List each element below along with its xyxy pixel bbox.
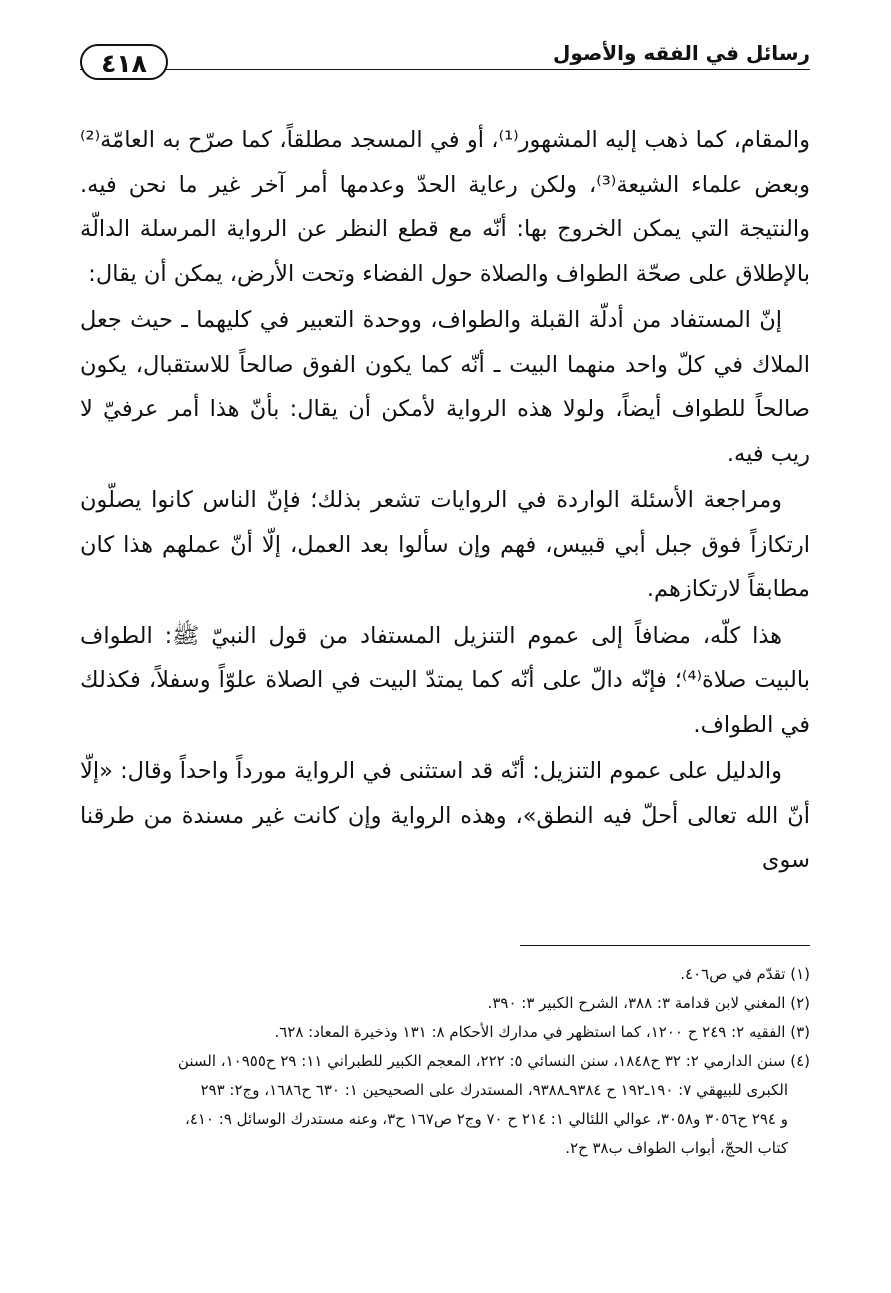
- page-number: ٤١٨: [80, 44, 168, 80]
- footnote-2: (٢) المغني لابن قدامة ٣: ٣٨٨، الشرح الكبير ٣: ٣٩٠.: [487, 994, 810, 1012]
- paragraph-3: ومراجعة الأسئلة الواردة في الروايات تشعر بذلك؛ فإنّ الناس كانوا يصلّون ارتكازاً فوق جبل أبي قبيس، فهم وإن سألوا بعد العمل، إلّا أنّ عملهم هذا كان مطابقاً لارتكازهم.: [80, 487, 810, 602]
- running-title: رسائل في الفقه والأصول: [545, 38, 810, 68]
- paragraph-4: هذا كلّه، مضافاً إلى عموم التنزيل المستفاد من قول النبيّ ﷺ: الطواف بالبيت صلاة⁽⁴⁾؛ فإنّه دالّ على أنّه كما يمتدّ البيت في الصلاة علوّاً وسفلاً، فكذلك في الطواف.: [80, 622, 810, 738]
- main-text: [80, 118, 810, 885]
- footnote-4-continued: و ٢٩٤ ح٣٠٥٦ و٣٠٥٨، عوالي اللئالي ١: ٢١٤ ح ٧٠ وج٢ ص١٦٧ ح٣، وعنه مستدرك الوسائل ٩: ٤١٠،: [184, 1110, 788, 1128]
- footnotes: [80, 960, 810, 1163]
- footnote-3: (٣) الفقيه ٢: ٢٤٩ ح ١٢٠٠، كما استظهر في مدارك الأحكام ٨: ١٣١ وذخيرة المعاد: ٦٢٨.: [274, 1023, 810, 1041]
- footnote-4: (٤) سنن الدارمي ٢: ٣٢ ح١٨٤٨، سنن النسائي ٥: ٢٢٢، المعجم الكبير للطبراني ١١: ٢٩ ح١٠٩٥٥، السنن: [177, 1052, 810, 1070]
- page-header: [80, 38, 810, 78]
- footnote-divider: [520, 945, 810, 946]
- footnote-4-continued: كتاب الحجّ، أبواب الطواف ب٣٨ ح٢.: [565, 1139, 788, 1157]
- paragraph-2: إنّ المستفاد من أدلّة القبلة والطواف، ووحدة التعبير في كليهما ـ حيث جعل الملاك في كلّ واحد منهما البيت ـ أنّه كما يكون الفوق صالحاً للاستقبال، يكون صالحاً للطواف أيضاً، ولولا هذه الرواية لأمكن أن يقال: بأنّ هذا أمر عرفيّ لا ريب فيه.: [80, 307, 810, 467]
- header-rule: [80, 69, 810, 70]
- footnote-1: (١) تقدّم في ص٤٠٦.: [680, 965, 810, 983]
- paragraph-1: والمقام، كما ذهب إليه المشهور⁽¹⁾، أو في المسجد مطلقاً، كما صرّح به العامّة⁽²⁾ وبعض علماء الشيعة⁽³⁾، ولكن رعاية الحدّ وعدمها أمر آخر غير ما نحن فيه. والنتيجة التي يمكن الخروج بها: أنّه مع قطع النظر عن الرواية المرسلة الدالّة بالإطلاق على صحّة الطواف والصلاة حول الفضاء وتحت الأرض، يمكن أن يقال:: [80, 127, 810, 287]
- footnote-4-continued: الكبرى للبيهقي ٧: ١٩٠ـ١٩٢ ح ٩٣٨٤ـ٩٣٨٨، المستدرك على الصحيحين ١: ٦٣٠ ح١٦٨٦، وج٢: ٢٩٣: [200, 1081, 788, 1099]
- paragraph-5: والدليل على عموم التنزيل: أنّه قد استثنى في الرواية مورداً واحداً وقال: «إلّا أنّ الله تعالى أحلّ فيه النطق»، وهذه الرواية وإن كانت غير مسندة من طرقنا سوى: [80, 758, 810, 873]
